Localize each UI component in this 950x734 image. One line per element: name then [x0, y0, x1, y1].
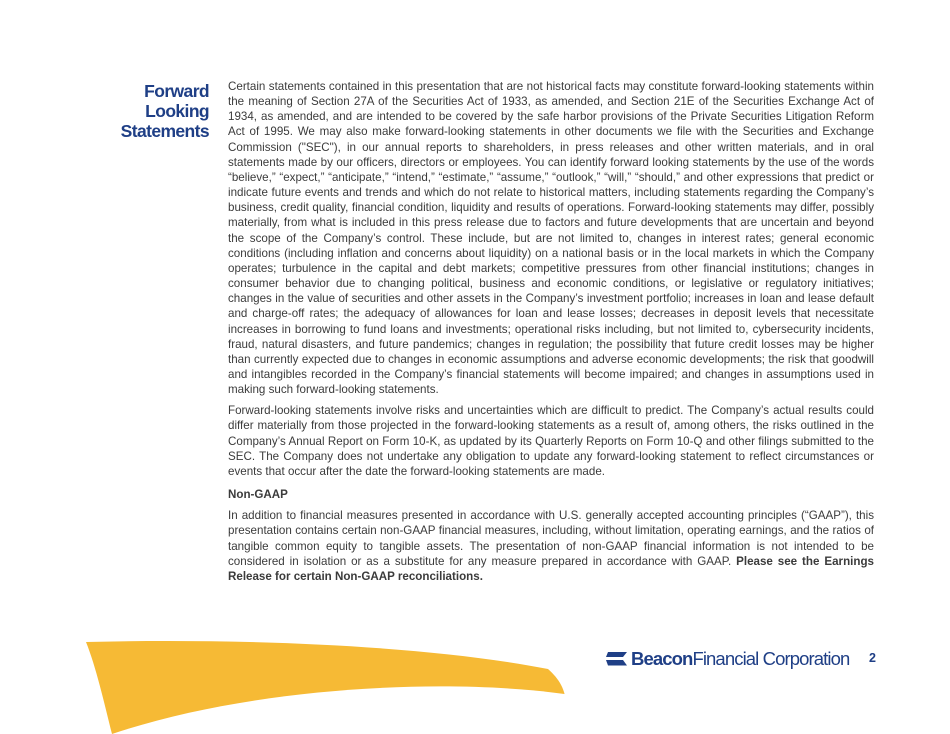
non-gaap-heading: Non-GAAP [228, 488, 288, 502]
logo-word-beacon: Beacon [631, 648, 693, 669]
forward-looking-paragraph-1: Certain statements contained in this presentation that are not historical facts may constitute forward-looking statements within the meaning of Section 27A of the Securities Act of 1933, as amended, and Section 21E of the Securities Exchange Act of 1934, as amended, and are intended to be covered by the safe harbor provisions of the Private Securities Litigation Reform Act of 1995. We may also make forward-looking statements in other documents we file with the Securities and Exchange Commission ("SEC"), in our annual reports to shareholders, in press releases and other written materials, and in oral statements made by our officers, directors or employees. You can identify forward looking statements by the use of the words “believe,” “expect,” “anticipate,” “intend,” “estimate,” “assume,” “outlook,” “will,” “should,” and other expressions that predict or indicate future events and trends and which do not relate to historical matters, including statements regarding the Company’s business, credit quality, financial condition, liquidity and results of operations. Forward-looking statements may differ, possibly materially, from what is included in this press release due to factors and future developments that are uncertain and beyond the scope of the Company’s control. These include, but are not limited to, changes in interest rates; general economic conditions (including inflation and concerns about liquidity) on a national basis or in the local markets in which the Company operates; turbulence in the capital and debt markets; competitive pressures from other financial institutions; changes in consumer behavior due to changing political, business and economic conditions, or legislative or regulatory initiatives; changes in the value of securities and other assets in the Company’s investment portfolio; increases in loan and lease default and charge-off rates; the adequacy of allowances for loan and lease losses; decreases in deposit levels that necessitate increases in borrowing to fund loans and investments; operational risks including, but not limited to, cybersecurity incidents, fraud, natural disasters, and future pandemics; changes in regulation; the possibility that future credit losses may be higher than currently expected due to changes in economic assumptions and adverse economic developments; the risk that goodwill and intangibles recorded in the Company’s financial statements will become impaired; and changes in assumptions used in making such forward-looking statements. [228, 80, 874, 397]
non-gaap-paragraph [228, 508, 874, 584]
non-gaap-emphasis: Please see the Earnings Release for certain Non-GAAP reconciliations. [228, 554, 874, 583]
forward-looking-paragraph-2: Forward-looking statements involve risks and uncertainties which are difficult to predict. The Company’s actual results could differ materially from those projected in the forward-looking statements as a result of, among others, the risks outlined in the Company’s Annual Report on Form 10-K, as updated by its Quarterly Reports on Form 10-Q and other filings submitted to the SEC. The Company does not undertake any obligation to update any forward-looking statement to reflect circumstances or events that occur after the date the forward-looking statements are made. [228, 404, 874, 478]
section-title-line-1: Forward [144, 81, 209, 101]
page-number: 2 [869, 651, 876, 665]
section-title-line-2: Looking [145, 101, 209, 121]
non-gaap-body: In addition to financial measures presented in accordance with U.S. generally accepted accounting principles (“GAAP”), this presentation contains certain non-GAAP financial measures, including, without limitation, operating earnings, and the ratios of tangible common equity to tangible assets. The presentation of non-GAAP financial information is not intended to be considered in isolation or as a substitute for any measure prepared in accordance with GAAP. [228, 509, 874, 568]
beacon-logo-icon [606, 651, 628, 667]
disclaimer-body [228, 79, 874, 590]
section-title-line-3: Statements [120, 121, 209, 141]
company-logo [606, 647, 849, 671]
section-title [100, 81, 209, 141]
logo-word-financial-corporation: Financial Corporation [692, 648, 850, 669]
logo-wordmark [631, 647, 849, 671]
